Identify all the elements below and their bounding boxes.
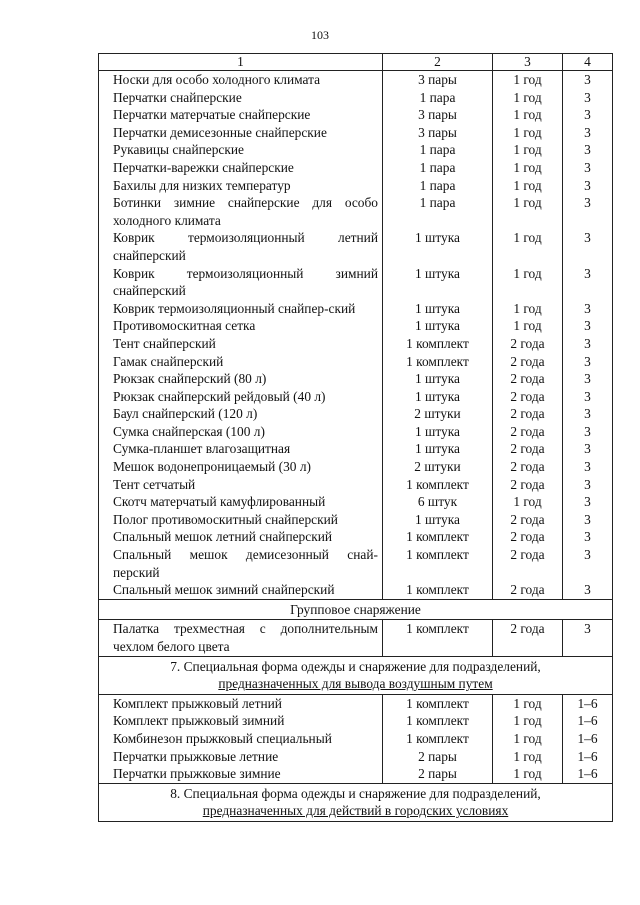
category-cell: 3 [563, 300, 613, 318]
category-cell: 3 [563, 405, 613, 423]
table-row [99, 265, 613, 300]
period-cell: 1 год [493, 124, 563, 142]
period-cell: 2 года [493, 476, 563, 494]
period-cell: 1 год [493, 300, 563, 318]
category-cell: 3 [563, 388, 613, 406]
table-row [99, 71, 613, 89]
column-header: 1 [99, 54, 383, 71]
item-name-cell: Рукавицы снайперские [99, 141, 383, 159]
item-name-cell: Ботинки зимние снайперские для особо холодного климата [99, 194, 383, 229]
item-name-cell: Тент сетчатый [99, 476, 383, 494]
quantity-cell: 1 комплект [383, 335, 493, 353]
period-cell: 1 год [493, 177, 563, 195]
item-name-cell: Палатка трехместная с дополнительным чехлом белого цвета [99, 620, 383, 656]
period-cell: 2 года [493, 546, 563, 581]
table-row [99, 730, 613, 748]
category-cell: 3 [563, 317, 613, 335]
category-cell: 3 [563, 265, 613, 300]
section-8-title-line: 8. Специальная форма одежды и снаряжение для подразделений, [170, 785, 541, 801]
table-row [99, 748, 613, 766]
period-cell: 2 года [493, 581, 563, 599]
period-cell: 2 года [493, 620, 563, 656]
category-cell: 3 [563, 511, 613, 529]
category-cell: 3 [563, 528, 613, 546]
item-name-cell: Гамак снайперский [99, 353, 383, 371]
category-cell: 3 [563, 458, 613, 476]
quantity-cell: 2 штуки [383, 458, 493, 476]
period-cell: 1 год [493, 141, 563, 159]
category-cell: 3 [563, 141, 613, 159]
category-cell: 3 [563, 106, 613, 124]
item-name-cell: Противомоскитная сетка [99, 317, 383, 335]
section-group-title [99, 599, 613, 620]
quantity-cell: 1 штука [383, 511, 493, 529]
section-7-title-text [99, 656, 613, 694]
section-7-title-line2: предназначенных для вывода воздушным путем [218, 676, 493, 692]
quantity-cell: 1 штука [383, 229, 493, 264]
item-name-cell: Перчатки прыжковые зимние [99, 765, 383, 783]
item-name-cell: Рюкзак снайперский (80 л) [99, 370, 383, 388]
period-cell: 1 год [493, 765, 563, 783]
quantity-cell: 2 пары [383, 765, 493, 783]
quantity-cell: 1 комплект [383, 620, 493, 656]
period-cell: 2 года [493, 440, 563, 458]
period-cell: 1 год [493, 106, 563, 124]
table-row [99, 89, 613, 107]
table-row [99, 370, 613, 388]
category-cell: 1–6 [563, 765, 613, 783]
category-cell: 3 [563, 71, 613, 89]
table-row [99, 141, 613, 159]
page-number: 103 [311, 28, 329, 42]
category-cell: 3 [563, 335, 613, 353]
table-row [99, 476, 613, 494]
table-row [99, 493, 613, 511]
item-name-cell: Бахилы для низких температур [99, 177, 383, 195]
category-cell: 3 [563, 229, 613, 264]
quantity-cell: 1 комплект [383, 581, 493, 599]
category-cell: 3 [563, 440, 613, 458]
period-cell: 1 год [493, 194, 563, 229]
header-row [99, 54, 613, 71]
quantity-cell: 1 пара [383, 177, 493, 195]
period-cell: 2 года [493, 423, 563, 441]
category-cell: 3 [563, 124, 613, 142]
quantity-cell: 1 штука [383, 440, 493, 458]
item-name-cell: Спальный мешок зимний снайперский [99, 581, 383, 599]
table-row [99, 765, 613, 783]
table-row [99, 353, 613, 371]
period-cell: 2 года [493, 405, 563, 423]
table-row [99, 124, 613, 142]
quantity-cell: 1 комплект [383, 353, 493, 371]
period-cell: 2 года [493, 353, 563, 371]
section-group-title-line: Групповое снаряжение [290, 601, 421, 617]
quantity-cell: 2 пары [383, 748, 493, 766]
item-name-cell: Коврик термоизоляционный снайпер-ский [99, 300, 383, 318]
quantity-cell: 1 пара [383, 89, 493, 107]
section-8-title [99, 783, 613, 821]
item-name-cell: Комплект прыжковый летний [99, 694, 383, 712]
period-cell: 1 год [493, 694, 563, 712]
period-cell: 1 год [493, 493, 563, 511]
table-row [99, 458, 613, 476]
table-row [99, 546, 613, 581]
table-row [99, 317, 613, 335]
quantity-cell: 1 штука [383, 317, 493, 335]
item-name-cell: Перчатки прыжковые летние [99, 748, 383, 766]
quantity-cell: 2 штуки [383, 405, 493, 423]
table-row [99, 388, 613, 406]
quantity-cell: 1 пара [383, 141, 493, 159]
quantity-cell: 6 штук [383, 493, 493, 511]
category-cell: 3 [563, 620, 613, 656]
category-cell: 3 [563, 89, 613, 107]
item-name-cell: Коврик термоизоляционный зимний снайперский [99, 265, 383, 300]
table-row [99, 511, 613, 529]
category-cell: 3 [563, 353, 613, 371]
table-row [99, 300, 613, 318]
quantity-cell: 1 пара [383, 194, 493, 229]
table-row [99, 440, 613, 458]
period-cell: 1 год [493, 89, 563, 107]
item-name-cell: Баул снайперский (120 л) [99, 405, 383, 423]
quantity-cell: 1 комплект [383, 730, 493, 748]
period-cell: 2 года [493, 458, 563, 476]
item-name-cell: Спальный мешок демисезонный снай-перский [99, 546, 383, 581]
table-row [99, 335, 613, 353]
quantity-cell: 1 штука [383, 370, 493, 388]
column-header: 3 [493, 54, 563, 71]
section-group-title-text [99, 599, 613, 620]
item-name-cell: Скотч матерчатый камуфлированный [99, 493, 383, 511]
quantity-cell: 1 комплект [383, 694, 493, 712]
category-cell: 1–6 [563, 748, 613, 766]
column-header: 4 [563, 54, 613, 71]
period-cell: 1 год [493, 265, 563, 300]
table-row [99, 106, 613, 124]
table-row [99, 423, 613, 441]
quantity-cell: 1 штука [383, 423, 493, 441]
quantity-cell: 1 комплект [383, 546, 493, 581]
category-cell: 1–6 [563, 712, 613, 730]
item-name-cell: Перчатки снайперские [99, 89, 383, 107]
table-row [99, 712, 613, 730]
category-cell: 1–6 [563, 694, 613, 712]
period-cell: 2 года [493, 388, 563, 406]
section-7-title [99, 656, 613, 694]
category-cell: 3 [563, 546, 613, 581]
table-body [99, 54, 613, 822]
table-row [99, 229, 613, 264]
table-row [99, 405, 613, 423]
quantity-cell: 1 пара [383, 159, 493, 177]
quantity-cell: 1 комплект [383, 476, 493, 494]
table-row [99, 620, 613, 656]
period-cell: 1 год [493, 730, 563, 748]
category-cell: 3 [563, 194, 613, 229]
quantity-cell: 1 комплект [383, 528, 493, 546]
item-name-cell: Сумка-планшет влагозащитная [99, 440, 383, 458]
section-8-title-text [99, 783, 613, 821]
item-name-cell: Тент снайперский [99, 335, 383, 353]
item-name-cell: Комплект прыжковый зимний [99, 712, 383, 730]
item-name-cell: Мешок водонепроницаемый (30 л) [99, 458, 383, 476]
category-cell: 3 [563, 370, 613, 388]
period-cell: 1 год [493, 712, 563, 730]
period-cell: 1 год [493, 159, 563, 177]
item-name-cell: Сумка снайперская (100 л) [99, 423, 383, 441]
equipment-table [98, 53, 613, 822]
quantity-cell: 3 пары [383, 71, 493, 89]
item-name-cell: Перчатки-варежки снайперские [99, 159, 383, 177]
period-cell: 1 год [493, 748, 563, 766]
period-cell: 1 год [493, 317, 563, 335]
section-8-title-line2: предназначенных для действий в городских условиях [202, 803, 509, 819]
period-cell: 2 года [493, 528, 563, 546]
table-row [99, 194, 613, 229]
item-name-cell: Комбинезон прыжковый специальный [99, 730, 383, 748]
column-header: 2 [383, 54, 493, 71]
table-row [99, 528, 613, 546]
item-name-cell: Рюкзак снайперский рейдовый (40 л) [99, 388, 383, 406]
quantity-cell: 3 пары [383, 106, 493, 124]
item-name-cell: Носки для особо холодного климата [99, 71, 383, 89]
item-name-cell: Перчатки матерчатые снайперские [99, 106, 383, 124]
quantity-cell: 1 комплект [383, 712, 493, 730]
period-cell: 1 год [493, 229, 563, 264]
table-row [99, 694, 613, 712]
category-cell: 3 [563, 423, 613, 441]
category-cell: 3 [563, 493, 613, 511]
quantity-cell: 1 штука [383, 265, 493, 300]
item-name-cell: Коврик термоизоляционный летний снайперский [99, 229, 383, 264]
category-cell: 3 [563, 177, 613, 195]
table-row [99, 177, 613, 195]
category-cell: 3 [563, 581, 613, 599]
period-cell: 2 года [493, 511, 563, 529]
item-name-cell: Спальный мешок летний снайперский [99, 528, 383, 546]
table-row [99, 581, 613, 599]
category-cell: 3 [563, 159, 613, 177]
item-name-cell: Полог противомоскитный снайперский [99, 511, 383, 529]
category-cell: 3 [563, 476, 613, 494]
quantity-cell: 1 штука [383, 388, 493, 406]
quantity-cell: 1 штука [383, 300, 493, 318]
table-row [99, 159, 613, 177]
item-name-cell: Перчатки демисезонные снайперские [99, 124, 383, 142]
period-cell: 2 года [493, 335, 563, 353]
section-7-title-line: 7. Специальная форма одежды и снаряжение для подразделений, [170, 658, 541, 674]
period-cell: 1 год [493, 71, 563, 89]
quantity-cell: 3 пары [383, 124, 493, 142]
period-cell: 2 года [493, 370, 563, 388]
category-cell: 1–6 [563, 730, 613, 748]
